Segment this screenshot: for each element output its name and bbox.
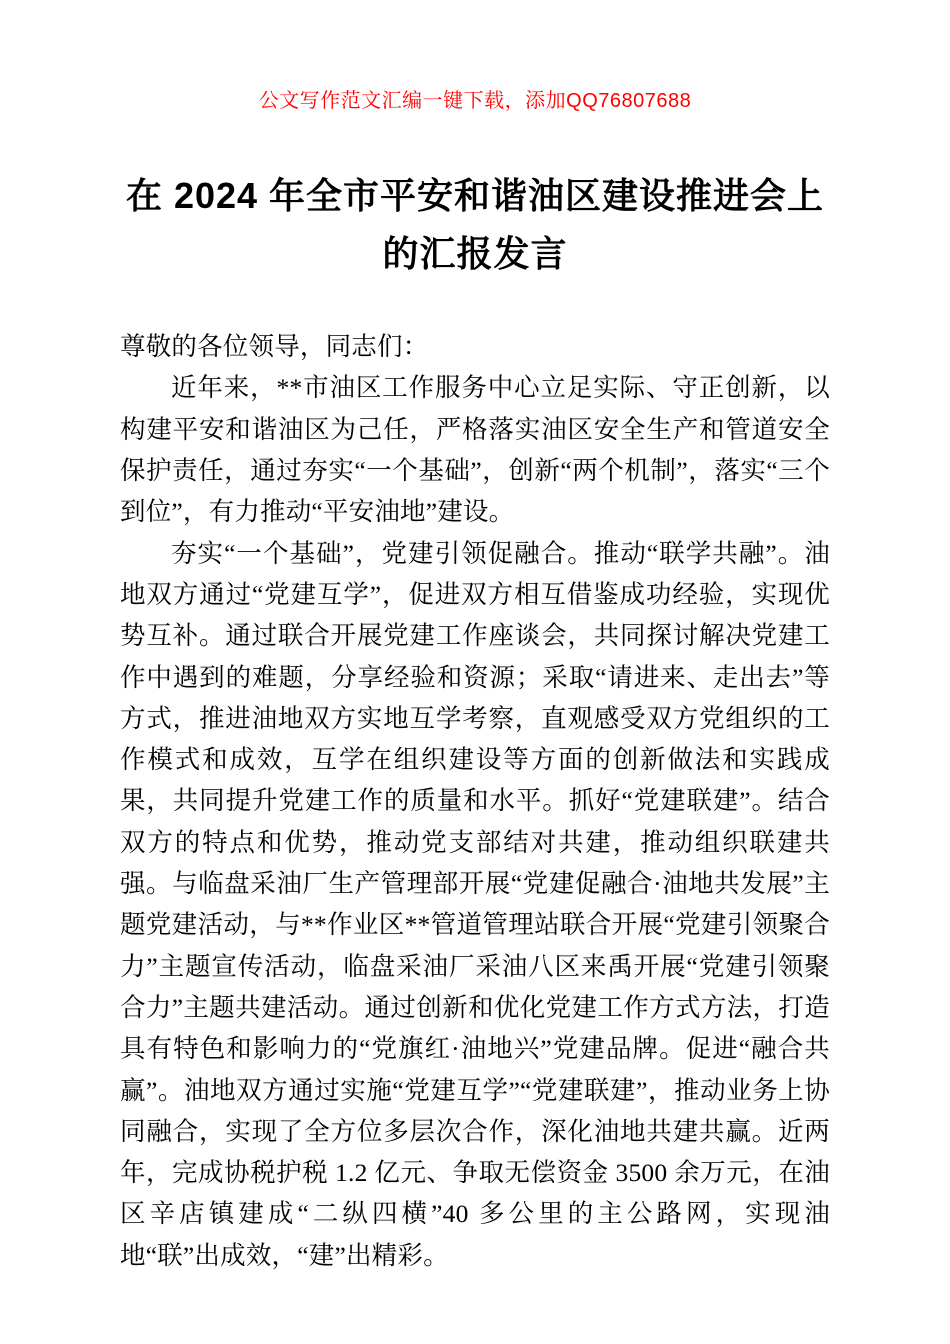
body-paragraph-2: 夯实“一个基础”，党建引领促融合。推动“联学共融”。油地双方通过“党建互学”，促进双方相互借鉴成功经验，实现优势互补。通过联合开展党建工作座谈会，共同探讨解决党建工作中遇到的难题，分享经验和资源；采取“请进来、走出去”等方式，推进油地双方实地互学考察，直观感受双方党组织的工作模式和成效，互学在组织建设等方面的创新做法和实践成果，共同提升党建工作的质量和水平。抓好“党建联建”。结合双方的特点和优势，推动党支部结对共建，推动组织联建共强。与临盘采油厂生产管理部开展“党建促融合·油地共发展”主题党建活动，与**作业区**管道管理站联合开展“党建引领聚合力”主题宣传活动，临盘采油厂采油八区来禹开展“党建引领聚合力”主题共建活动。通过创新和优化党建工作方式方法，打造具有特色和影响力的“党旗红·油地兴”党建品牌。促进“融合共赢”。油地双方通过实施“党建互学”“党建联建”，推动业务上协同融合，实现了全方位多层次合作，深化油地共建共赢。近两年，完成协税护税 1.2 亿元、争取无偿资金 3500 余万元，在油区辛店镇建成“二纵四横”40 多公里的主公路网，实现油地“联”出成效，“建”出精彩。 (120, 538, 830, 1270)
document-body (120, 326, 830, 1276)
body-paragraph-1: 近年来，**市油区工作服务中心立足实际、守正创新，以构建平安和谐油区为己任，严格落实油区安全生产和管道安全保护责任，通过夯实“一个基础”，创新“两个机制”，落实“三个到位”，有力推动“平安油地”建设。 (120, 373, 830, 527)
salutation: 尊敬的各位领导，同志们： (120, 332, 429, 362)
page-title (120, 167, 830, 282)
page-title-line-2: 的汇报发言 (382, 232, 568, 274)
watermark-text: 公文写作范文汇编一键下载，添加QQ76807688 (258, 90, 692, 112)
page-title-line-1: 在 2024 年全市平安和谐油区建设推进会上 (125, 175, 825, 216)
